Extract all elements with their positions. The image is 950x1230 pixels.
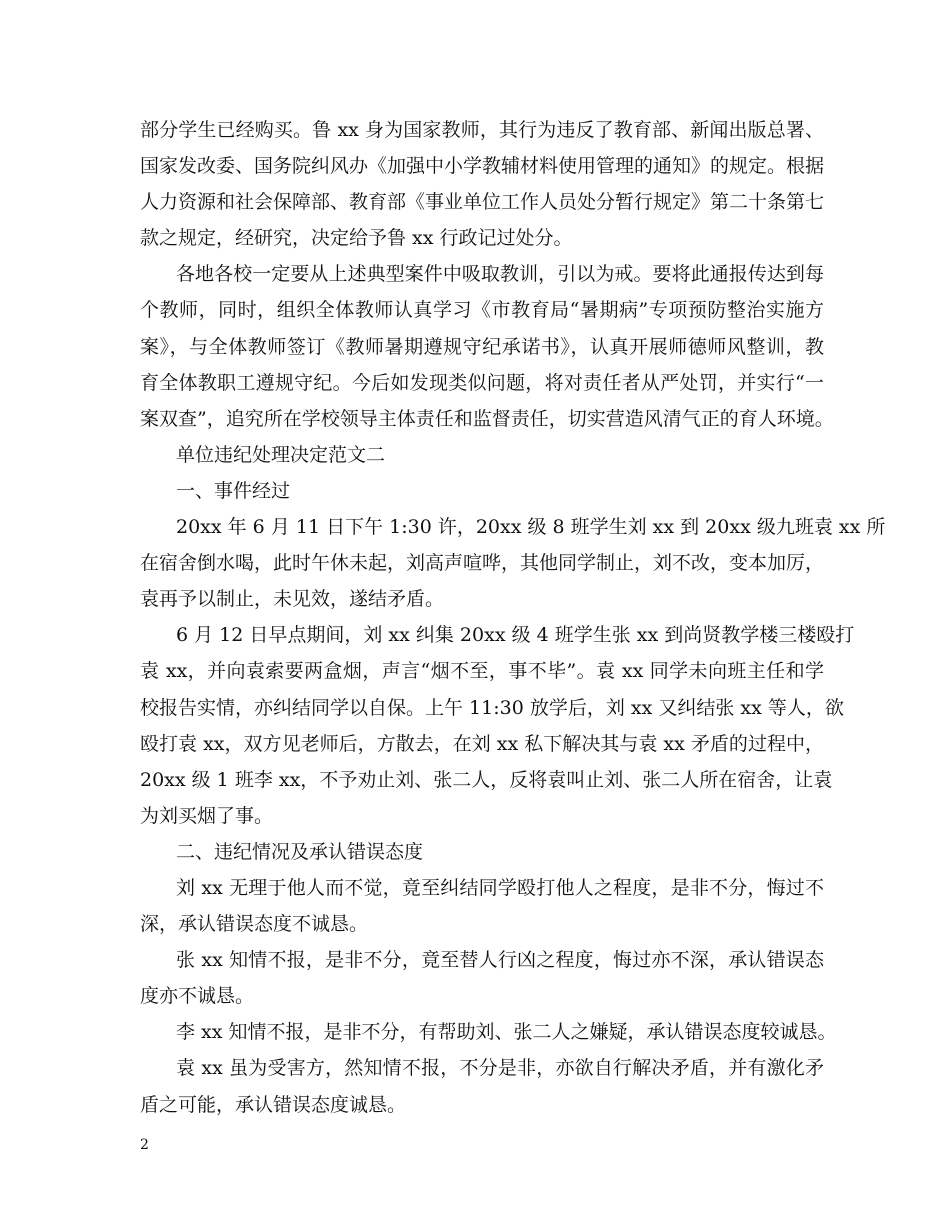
text-line: 袁再予以制止，未见效，遂结矛盾。: [140, 588, 445, 611]
page-number: 2: [140, 1137, 149, 1153]
text-line: 20xx 级 1 班李 xx，不予劝止刘、张二人，反将袁叫止刘、张二人所在宿舍，让袁: [140, 768, 833, 791]
text-line: 个教师，同时，组织全体教师认真学习《市教育局“暑期病”专项预防整治实施方: [140, 299, 824, 322]
text-line: 盾之可能，承认错误态度诚恳。: [140, 1093, 407, 1116]
text-line: 部分学生已经购买。鲁 xx 身为国家教师，其行为违反了教育部、新闻出版总署、: [140, 119, 824, 141]
text-line: 国家发改委、国务院纠风办《加强中小学教辅材料使用管理的通知》的规定。根据: [140, 155, 825, 178]
text-line: 袁 xx，并向袁索要两盒烟，声言“烟不至，事不毕”。袁 xx 同学未向班主任和学: [140, 660, 824, 683]
text-line: 各地各校一定要从上述典型案件中吸取教训，引以为戒。要将此通报传达到每: [176, 263, 824, 286]
text-line: 深，承认错误态度不诚恳。: [140, 913, 369, 936]
text-line: 袁 xx 虽为受害方，然知情不报，不分是非，亦欲自行解决矛盾，并有激化矛: [176, 1057, 824, 1080]
text-line: 殴打袁 xx，双方见老师后，方散去，在刘 xx 私下解决其与袁 xx 矛盾的过程中，: [140, 732, 824, 755]
text-line: 人力资源和社会保障部、教育部《事业单位工作人员处分暂行规定》第二十条第七: [140, 191, 825, 214]
text-line: 二、违纪情况及承认错误态度: [176, 840, 424, 863]
text-line: 6 月 12 日早点期间，刘 xx 纠集 20xx 级 4 班学生张 xx 到尚贤教学楼三楼殴打: [176, 624, 855, 647]
text-line: 在宿舍倒水喝，此时午休未起，刘高声喧哗，其他同学制止，刘不改，变本加厉，: [140, 552, 825, 575]
text-line: 一、事件经过: [176, 479, 291, 502]
document-body: [140, 112, 886, 1123]
text-line: 20xx 年 6 月 11 日下午 1:30 许，20xx 级 8 班学生刘 xx 到 20xx 级九班袁 xx 所: [176, 516, 886, 539]
text-line: 校报告实情，亦纠结同学以自保。上午 11:30 放学后，刘 xx 又纠结张 xx 等人，欲: [140, 696, 844, 719]
text-line: 款之规定，经研究，决定给予鲁 xx 行政记过处分。: [140, 227, 573, 250]
text-line: 度亦不诚恳。: [140, 985, 255, 1008]
text-line: 案》，与全体教师签订《教师暑期遵规守纪承诺书》，认真开展师德师风整训，教: [140, 335, 824, 358]
text-line: 张 xx 知情不报，是非不分，竟至替人行凶之程度，悔过亦不深，承认错误态: [176, 949, 824, 972]
text-line: 李 xx 知情不报，是非不分，有帮助刘、张二人之嫌疑，承认错误态度较诚恳。: [176, 1021, 837, 1044]
text-line: 单位违纪处理决定范文二: [176, 443, 386, 466]
text-line: 为刘买烟了事。: [140, 804, 274, 827]
text-line: 育全体教职工遵规守纪。今后如发现类似问题，将对责任者从严处罚，并实行“一: [140, 371, 824, 394]
text-line: 刘 xx 无理于他人而不觉，竟至纠结同学殴打他人之程度，是非不分，悔过不: [176, 876, 824, 899]
text-line: 案双查”，追究所在学校领导主体责任和监督责任，切实营造风清气正的育人环境。: [140, 407, 834, 430]
